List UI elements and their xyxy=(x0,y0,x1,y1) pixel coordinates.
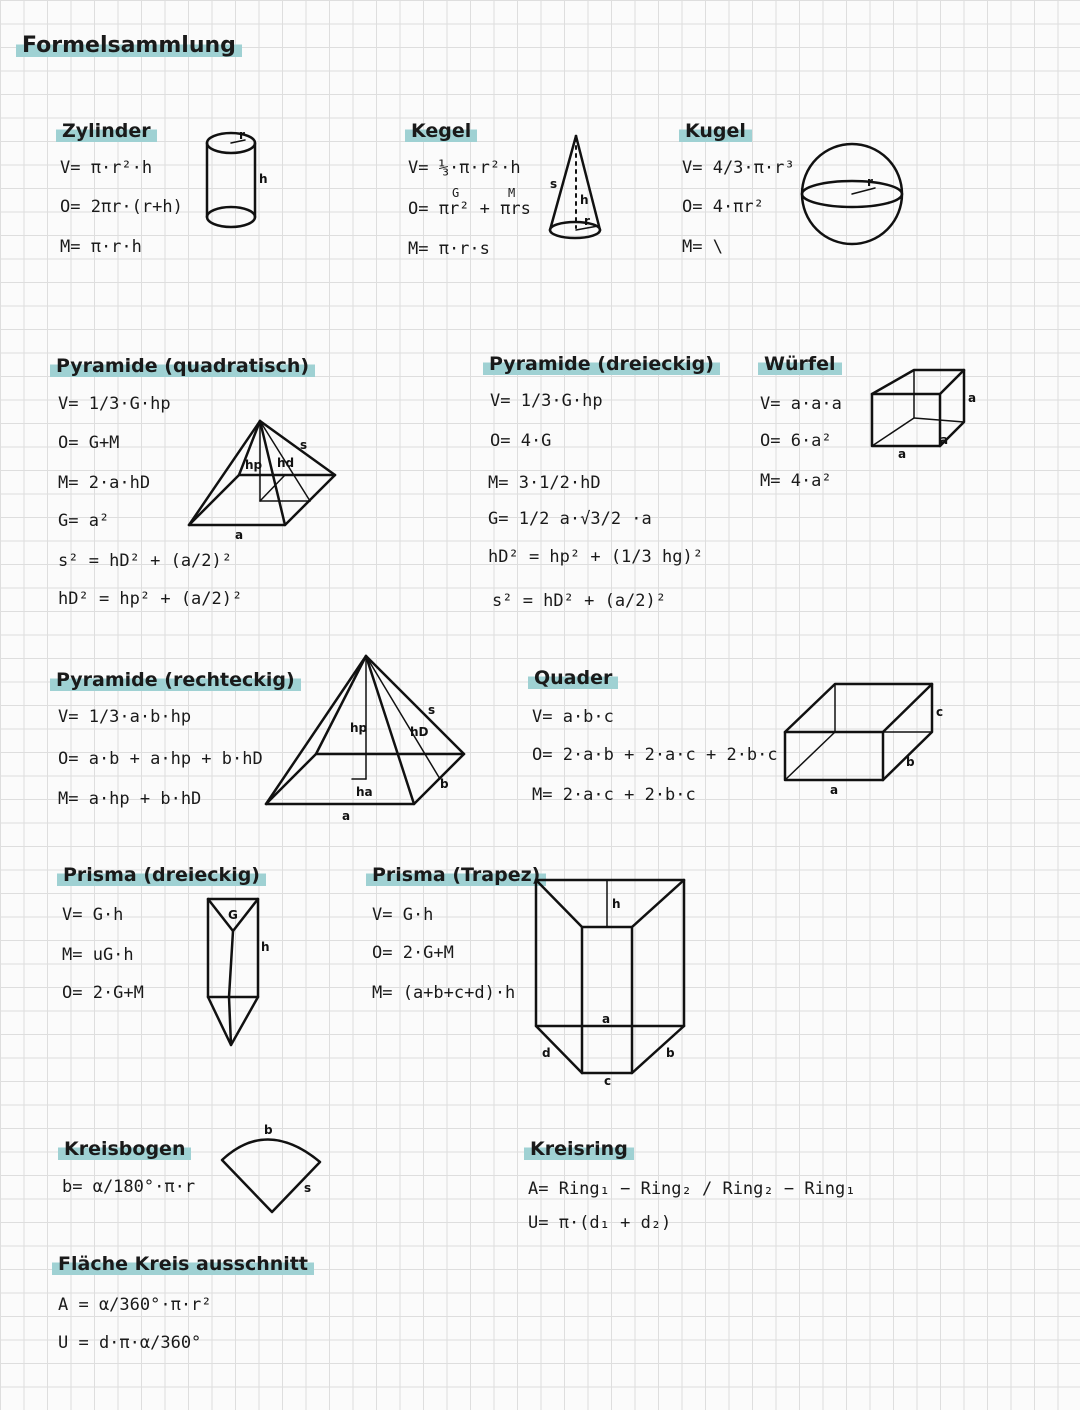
pyr-quad-s-formula: s² = hD² + (a/2)² xyxy=(58,551,232,571)
tri-prism-g-label: G xyxy=(228,908,238,922)
kreisausschnitt-area-formula: A = α/360°·π·r² xyxy=(58,1295,212,1315)
rect-pyr-ha-label: ha xyxy=(356,785,373,799)
pyr-drei-hd-formula: hD² = hp² + (1/3 hg)² xyxy=(488,547,703,567)
trapezoid-prism-figure xyxy=(532,875,692,1088)
pyr-recht-surface-formula: O= a·b + a·hp + b·hD xyxy=(58,749,263,769)
sphere-figure xyxy=(795,140,910,250)
rect-pyr-hp-label: hp xyxy=(350,721,368,735)
kreisring-area-formula: A= Ring₁ − Ring₂ / Ring₂ − Ring₁ xyxy=(528,1179,856,1199)
sq-pyr-s-label: s xyxy=(300,438,308,452)
pyr-quad-base-formula: G= a² xyxy=(58,511,110,531)
kreisbogen-heading: Kreisbogen xyxy=(58,1136,191,1162)
pyr-quad-surface-formula: O= G+M xyxy=(58,433,120,453)
prisma-trapez-heading: Prisma (Trapez) xyxy=(366,862,546,888)
cuboid-c-label: c xyxy=(936,705,944,719)
wuerfel-surface-formula: O= 6·a² xyxy=(760,431,832,451)
pyr-drei-s-formula: s² = hD² + (a/2)² xyxy=(492,591,666,611)
cylinder-r-label: r xyxy=(239,128,245,142)
kegel-annotation-m: M xyxy=(508,186,516,200)
prisma-drei-volume-formula: V= G·h xyxy=(62,905,124,925)
kugel-surface-formula: O= 4·πr² xyxy=(682,197,764,217)
prisma-trapez-lateral-formula: M= (a+b+c+d)·h xyxy=(372,983,516,1003)
square-pyramid-figure xyxy=(185,415,345,545)
prisma-dreieckig-heading: Prisma (dreieckig) xyxy=(57,862,266,888)
trap-prism-a-label: a xyxy=(602,1012,611,1026)
pyramide-quadratisch-heading: Pyramide (quadratisch) xyxy=(50,353,315,379)
kegel-lateral-formula: M= π·r·s xyxy=(408,239,490,259)
kegel-heading: Kegel xyxy=(405,118,477,144)
rect-pyr-hd-label: hD xyxy=(410,725,429,739)
kugel-lateral-formula: M= \ xyxy=(682,237,723,257)
kreisring-heading: Kreisring xyxy=(524,1136,634,1162)
prisma-drei-lateral-formula: M= uG·h xyxy=(62,945,134,965)
cube-a-label-3: a xyxy=(940,433,949,447)
rect-pyr-b-label: b xyxy=(440,777,449,791)
cone-figure xyxy=(540,132,610,247)
cylinder-figure xyxy=(195,125,285,235)
pyr-quad-lateral-formula: M= 2·a·hD xyxy=(58,473,151,493)
pyr-drei-surface-formula: O= 4·G xyxy=(490,431,552,451)
pyramide-dreieckig-heading: Pyramide (dreieckig) xyxy=(483,351,720,377)
rect-pyr-s-label: s xyxy=(428,703,436,717)
trap-prism-b-label: b xyxy=(666,1046,675,1060)
cylinder-h-label: h xyxy=(259,172,268,186)
wuerfel-heading: Würfel xyxy=(758,351,842,377)
rect-pyr-a-label: a xyxy=(342,809,351,823)
pyramide-rechteckig-heading: Pyramide (rechteckig) xyxy=(50,667,301,693)
pyr-recht-lateral-formula: M= a·hp + b·hD xyxy=(58,789,202,809)
arc-b-label: b xyxy=(264,1123,273,1137)
cuboid-figure xyxy=(780,678,955,798)
page-title: Formelsammlung xyxy=(16,33,242,59)
cone-h-label: h xyxy=(580,193,589,207)
rectangular-pyramid-figure xyxy=(262,652,472,827)
cuboid-b-label: b xyxy=(906,755,915,769)
triangular-prism-figure xyxy=(203,893,278,1053)
trap-prism-d-label: d xyxy=(542,1046,551,1060)
prisma-drei-surface-formula: O= 2·G+M xyxy=(62,983,144,1003)
cuboid-a-label: a xyxy=(830,783,839,797)
cone-s-label: s xyxy=(550,177,558,191)
prisma-trapez-surface-formula: O= 2·G+M xyxy=(372,943,454,963)
arc-s-label: s xyxy=(304,1181,312,1195)
pyr-drei-volume-formula: V= 1/3·G·hp xyxy=(490,391,603,411)
sphere-r-label: r xyxy=(867,175,873,189)
quader-volume-formula: V= a·b·c xyxy=(532,707,614,727)
kreisring-perimeter-formula: U= π·(d₁ + d₂) xyxy=(528,1213,672,1233)
tri-prism-h-label: h xyxy=(261,940,270,954)
wuerfel-volume-formula: V= a·a·a xyxy=(760,394,842,414)
quader-heading: Quader xyxy=(528,665,618,691)
trap-prism-h-label: h xyxy=(612,897,621,911)
pyr-quad-volume-formula: V= 1/3·G·hp xyxy=(58,394,171,414)
cube-a-label-1: a xyxy=(968,391,977,405)
kreisausschnitt-perimeter-formula: U = d·π·α/360° xyxy=(58,1333,202,1353)
kugel-volume-formula: V= 4/3·π·r³ xyxy=(682,158,795,178)
arc-sector-figure xyxy=(212,1118,332,1218)
kegel-surface-formula: O= πr² + πrs xyxy=(408,199,531,219)
cube-a-label-2: a xyxy=(898,447,907,461)
pyr-quad-hd-formula: hD² = hp² + (a/2)² xyxy=(58,589,243,609)
sq-pyr-a-label: a xyxy=(235,528,244,542)
zylinder-volume-formula: V= π·r²·h xyxy=(60,158,153,178)
kegel-annotation-g: G xyxy=(452,186,460,200)
kreisausschnitt-heading: Fläche Kreis ausschnitt xyxy=(52,1251,314,1277)
sq-pyr-hd-label: hd xyxy=(277,456,295,470)
trap-prism-c-label: c xyxy=(604,1074,612,1088)
wuerfel-lateral-formula: M= 4·a² xyxy=(760,471,832,491)
cube-figure xyxy=(866,362,981,462)
pyr-recht-volume-formula: V= 1/3·a·b·hp xyxy=(58,707,192,727)
quader-surface-formula: O= 2·a·b + 2·a·c + 2·b·c xyxy=(532,745,778,765)
pyr-drei-lateral-formula: M= 3·1/2·hD xyxy=(488,473,601,493)
pyr-drei-base-formula: G= 1/2 a·√3/2 ·a xyxy=(488,509,652,529)
prisma-trapez-volume-formula: V= G·h xyxy=(372,905,434,925)
zylinder-surface-formula: O= 2πr·(r+h) xyxy=(60,197,183,217)
zylinder-heading: Zylinder xyxy=(56,118,157,144)
kreisbogen-formula: b= α/180°·π·r xyxy=(62,1177,196,1197)
quader-lateral-formula: M= 2·a·c + 2·b·c xyxy=(532,785,696,805)
cone-r-label: r xyxy=(584,214,590,228)
sq-pyr-hp-label: hp xyxy=(245,458,263,472)
zylinder-lateral-formula: M= π·r·h xyxy=(60,237,142,257)
kugel-heading: Kugel xyxy=(679,118,752,144)
kegel-volume-formula: V= ⅓·π·r²·h xyxy=(408,158,521,178)
